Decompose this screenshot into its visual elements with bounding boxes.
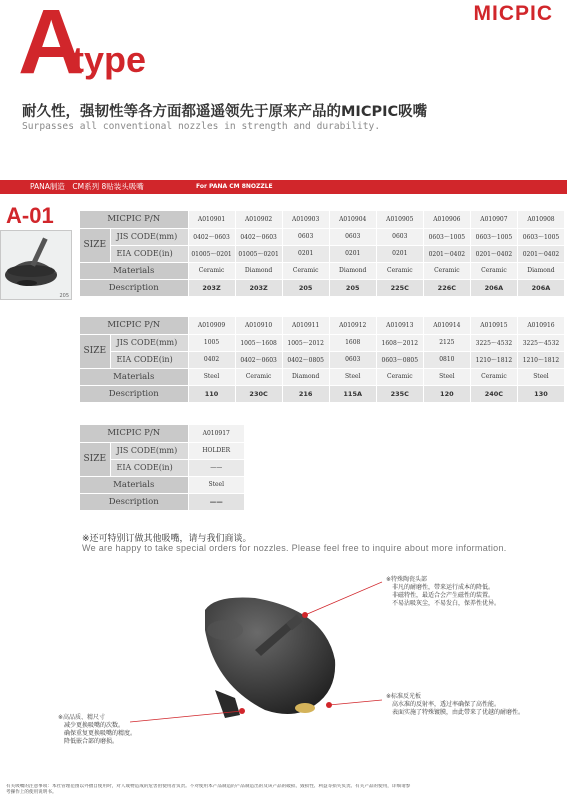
- spec-table-2: [80, 317, 565, 403]
- materials-cell: Ceramic: [423, 262, 470, 279]
- description-cell: 115A: [329, 385, 376, 402]
- pn-cell: A010905: [376, 211, 423, 228]
- subheadline: Surpasses all conventional nozzles in strength and durability.: [22, 121, 381, 132]
- jis-cell: 3225～4532: [470, 334, 517, 351]
- table-row: [80, 368, 565, 385]
- description-cell: 206A: [517, 279, 564, 296]
- description-cell: 235C: [376, 385, 423, 402]
- jis-cell: 0603～1005: [423, 228, 470, 245]
- eia-cell: ——: [188, 459, 245, 476]
- eia-cell: 0603: [329, 351, 376, 368]
- section-bar-en: For PANA CM 8NOZZLE: [196, 183, 273, 190]
- pn-cell: A010903: [282, 211, 329, 228]
- pn-cell: A010902: [235, 211, 282, 228]
- callout-reflector-line: 高水准的反射率，透过率确保了高性能。: [392, 701, 501, 708]
- jis-cell: 0402～0603: [188, 228, 235, 245]
- jis-cell: 0603: [376, 228, 423, 245]
- description-cell: 205: [329, 279, 376, 296]
- pn-row-label: MICPIC P/N: [80, 211, 188, 228]
- callout-reflector-title: ※标准反光板: [386, 693, 422, 700]
- eia-cell: 0810: [423, 351, 470, 368]
- description-cell: 240C: [470, 385, 517, 402]
- description-cell: 203Z: [188, 279, 235, 296]
- description-cell: 205: [282, 279, 329, 296]
- pn-cell: A010909: [188, 317, 235, 334]
- spec-table-3: [80, 425, 245, 511]
- materials-cell: Ceramic: [376, 262, 423, 279]
- materials-cell: Steel: [423, 368, 470, 385]
- spec-table-1: [80, 211, 565, 297]
- description-cell: 130: [517, 385, 564, 402]
- materials-cell: Steel: [188, 476, 245, 493]
- callout-quality-title: ※高品质、精尺寸: [58, 714, 106, 721]
- table-row: [80, 493, 245, 510]
- callout-quality: [58, 714, 136, 746]
- table-row: [80, 351, 565, 368]
- eia-cell: 0201～0402: [517, 245, 564, 262]
- materials-cell: Ceramic: [470, 262, 517, 279]
- jis-cell: 1005～1608: [235, 334, 282, 351]
- pn-cell: A010916: [517, 317, 564, 334]
- callout-ceramic-line: 非磁特性，最适合会产生磁性的装置。: [392, 592, 495, 599]
- footer-line: 有关吸嘴的注意事项：本社管理范围以外擅自使用时，对人或物造成的危害由使用者负责。不对使用本产品制造的产品制造出的及该产品的破损、毁损性、利益等损失负责。有关产品的使用，详细请参: [6, 784, 411, 789]
- description-row-label: Description: [80, 279, 188, 296]
- table-row: [80, 228, 565, 245]
- jis-cell: 0603: [329, 228, 376, 245]
- eia-cell: 0201: [376, 245, 423, 262]
- description-cell: ——: [188, 493, 245, 510]
- headline: 耐久性，强韧性等各方面都遥遥领先于原来产品的MICPIC吸嘴: [22, 104, 428, 120]
- pn-cell: A010907: [470, 211, 517, 228]
- jis-cell: HOLDER: [188, 442, 245, 459]
- eia-cell: 01005～0201: [188, 245, 235, 262]
- jis-cell: 0603～1005: [470, 228, 517, 245]
- table-row: [80, 317, 565, 334]
- callout-ceramic-title: ※特殊陶瓷头部: [386, 576, 428, 583]
- jis-cell: 1005: [188, 334, 235, 351]
- jis-row-label: JIS CODE(mm): [110, 334, 188, 351]
- eia-cell: 1210～1812: [517, 351, 564, 368]
- callout-ceramic-line: 不易沾吸灰尘，不易发白，保养性优异。: [392, 600, 501, 607]
- table-row: [80, 425, 245, 442]
- pn-cell: A010901: [188, 211, 235, 228]
- eia-cell: 0201: [282, 245, 329, 262]
- footer-notice: [6, 784, 562, 796]
- materials-cell: Ceramic: [376, 368, 423, 385]
- eia-cell: 0402～0603: [235, 351, 282, 368]
- jis-cell: 2125: [423, 334, 470, 351]
- eia-row-label: EIA CODE(in): [110, 245, 188, 262]
- table-row: [80, 385, 565, 402]
- table-row: [80, 334, 565, 351]
- materials-row-label: Materials: [80, 476, 188, 493]
- eia-cell: 01005～0201: [235, 245, 282, 262]
- jis-cell: 0603～1005: [517, 228, 564, 245]
- jis-row-label: JIS CODE(mm): [110, 442, 188, 459]
- brand-logo: MICPIC: [473, 2, 553, 25]
- table-row: [80, 245, 565, 262]
- nozzle-thumbnail: [0, 230, 72, 300]
- description-cell: 110: [188, 385, 235, 402]
- description-cell: 216: [282, 385, 329, 402]
- table-row: [80, 442, 245, 459]
- materials-cell: Steel: [329, 368, 376, 385]
- materials-cell: Diamond: [329, 262, 376, 279]
- callout-quality-line: 减少更换吸嘴的次数。: [64, 722, 125, 729]
- size-label: SIZE: [80, 334, 110, 368]
- nozzle-thumbnail-image: [1, 231, 71, 299]
- pn-cell: A010904: [329, 211, 376, 228]
- materials-cell: Ceramic: [235, 368, 282, 385]
- materials-row-label: Materials: [80, 262, 188, 279]
- pn-row-label: MICPIC P/N: [80, 317, 188, 334]
- title-letter-a: A: [18, 0, 85, 93]
- jis-cell: 0603: [282, 228, 329, 245]
- eia-cell: 0402: [188, 351, 235, 368]
- pn-cell: A010906: [423, 211, 470, 228]
- pn-cell: A010910: [235, 317, 282, 334]
- materials-cell: Ceramic: [282, 262, 329, 279]
- jis-row-label: JIS CODE(mm): [110, 228, 188, 245]
- pn-row-label: MICPIC P/N: [80, 425, 188, 442]
- pn-cell: A010917: [188, 425, 245, 442]
- callout-reflector: [386, 693, 524, 717]
- table-row: [80, 211, 565, 228]
- eia-cell: 0402～0805: [282, 351, 329, 368]
- eia-cell: 0201: [329, 245, 376, 262]
- callout-quality-line: 降低嵌合部的磨损。: [64, 738, 119, 745]
- eia-cell: 0201～0402: [470, 245, 517, 262]
- table-row: [80, 476, 245, 493]
- eia-cell: 0201～0402: [423, 245, 470, 262]
- description-cell: 203Z: [235, 279, 282, 296]
- callout-reflector-line: 表面实施了特殊镀膜，由此带来了优越的耐磨性。: [392, 709, 525, 716]
- description-row-label: Description: [80, 493, 188, 510]
- pn-cell: A010913: [376, 317, 423, 334]
- callout-quality-line: 确保重复更换吸嘴的精度。: [64, 730, 137, 737]
- materials-cell: Steel: [517, 368, 564, 385]
- eia-cell: 1210～1812: [470, 351, 517, 368]
- jis-cell: 1005～2012: [282, 334, 329, 351]
- special-order-note-cn: ※还可特别订做其他吸嘴，请与我们商谈。: [82, 534, 252, 544]
- footer-line: 考操作上的使用说明书。: [6, 790, 57, 795]
- jis-cell: 0402～0603: [235, 228, 282, 245]
- materials-cell: Diamond: [235, 262, 282, 279]
- size-label: SIZE: [80, 442, 110, 476]
- materials-cell: Diamond: [282, 368, 329, 385]
- description-cell: 225C: [376, 279, 423, 296]
- description-cell: 230C: [235, 385, 282, 402]
- eia-cell: 0603～0805: [376, 351, 423, 368]
- eia-row-label: EIA CODE(in): [110, 459, 188, 476]
- callout-ceramic-line: 非凡的耐磨性，带来运行成本的降低。: [392, 584, 495, 591]
- materials-row-label: Materials: [80, 368, 188, 385]
- description-cell: 226C: [423, 279, 470, 296]
- jis-cell: 3225～4532: [517, 334, 564, 351]
- pn-cell: A010912: [329, 317, 376, 334]
- title-type: type: [72, 39, 147, 80]
- special-order-note-en: We are happy to take special orders for nozzles. Please feel free to inquire about more information.: [82, 543, 507, 553]
- materials-cell: Steel: [188, 368, 235, 385]
- materials-cell: Ceramic: [470, 368, 517, 385]
- callout-ceramic: [386, 576, 500, 608]
- size-label: SIZE: [80, 228, 110, 262]
- description-cell: 120: [423, 385, 470, 402]
- jis-cell: 1608: [329, 334, 376, 351]
- table-row: [80, 262, 565, 279]
- pn-cell: A010914: [423, 317, 470, 334]
- materials-cell: Ceramic: [188, 262, 235, 279]
- pn-cell: A010908: [517, 211, 564, 228]
- eia-row-label: EIA CODE(in): [110, 351, 188, 368]
- description-row-label: Description: [80, 385, 188, 402]
- model-label: A-01: [6, 203, 54, 228]
- materials-cell: Diamond: [517, 262, 564, 279]
- pn-cell: A010911: [282, 317, 329, 334]
- jis-cell: 1608～2012: [376, 334, 423, 351]
- section-bar: [0, 180, 567, 194]
- section-bar-cn: PANA制造 CM系列 8贴装头吸嘴: [30, 182, 144, 191]
- table-row: [80, 279, 565, 296]
- description-cell: 206A: [470, 279, 517, 296]
- thumb-caption: 205: [59, 293, 69, 299]
- pn-cell: A010915: [470, 317, 517, 334]
